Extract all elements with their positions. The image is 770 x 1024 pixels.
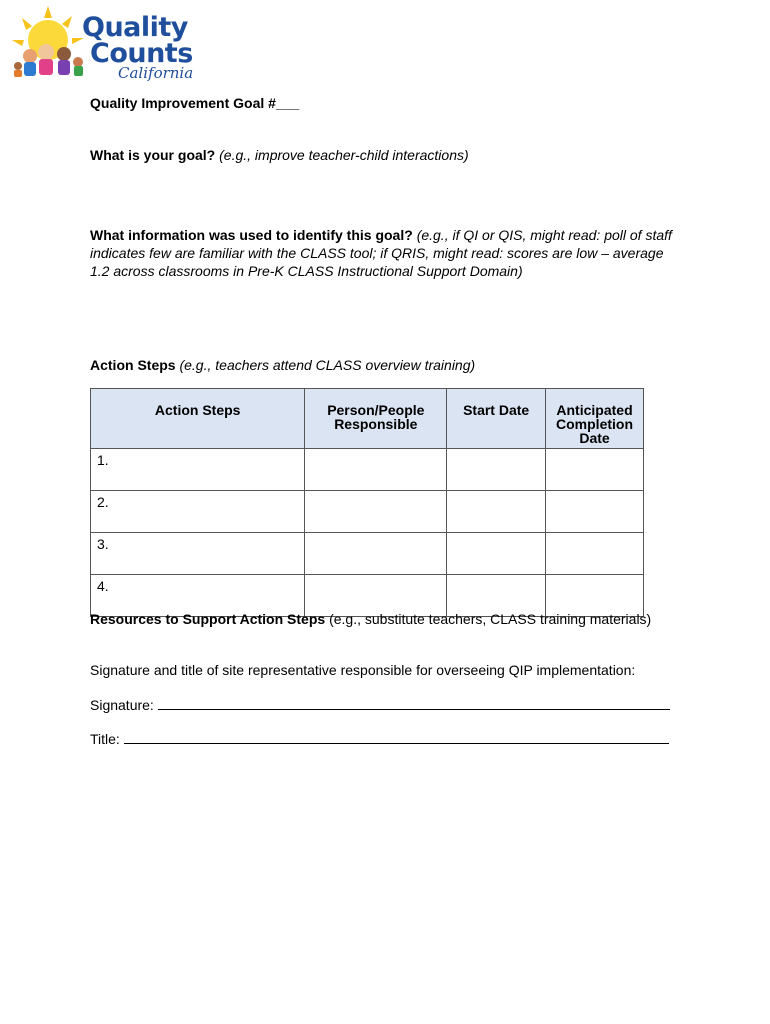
completion-date-cell[interactable] [546, 491, 644, 533]
information-question [90, 226, 680, 280]
start-date-cell[interactable] [447, 449, 546, 491]
signature-label: Signature: [90, 697, 154, 713]
information-question-example: (e.g., if QI or QIS, might read: poll of staff indicates few are familiar with the CLASS tool; if QRIS, might read: scores are low – average 1.2 across classrooms in Pre-K CLASS Instructional Support Domain) [90, 227, 672, 279]
action-step-cell[interactable]: 2. [91, 491, 305, 533]
action-step-cell[interactable]: 1. [91, 449, 305, 491]
goal-question [90, 146, 680, 164]
goal-heading: Quality Improvement Goal #___ [90, 95, 300, 111]
title-label: Title: [90, 731, 120, 747]
person-responsible-cell[interactable] [305, 491, 447, 533]
person-responsible-cell[interactable] [305, 533, 447, 575]
completion-date-cell[interactable] [546, 449, 644, 491]
completion-date-cell[interactable] [546, 533, 644, 575]
start-date-cell[interactable] [447, 533, 546, 575]
table-row [91, 491, 644, 533]
resources-text [90, 610, 680, 628]
start-date-cell[interactable] [447, 491, 546, 533]
resources-example: (e.g., substitute teachers, CLASS training materials) [329, 611, 652, 627]
column-header-start-date: Start Date [447, 389, 546, 449]
table-row [91, 449, 644, 491]
action-steps-heading [90, 356, 680, 374]
action-steps-table [90, 388, 644, 617]
resources-label: Resources to Support Action Steps [90, 611, 326, 627]
person-responsible-cell[interactable] [305, 449, 447, 491]
logo-word-counts: Counts [90, 38, 193, 69]
action-steps-label: Action Steps [90, 357, 176, 373]
quality-counts-california-logo [10, 4, 200, 86]
sun-children-icon [10, 4, 90, 86]
goal-question-label: What is your goal? [90, 147, 216, 163]
goal-question-example: (e.g., improve teacher-child interactions) [219, 147, 469, 163]
signature-field[interactable] [158, 695, 670, 710]
action-steps-example: (e.g., teachers attend CLASS overview training) [179, 357, 476, 373]
column-header-anticipated-completion-date: Anticipated Completion Date [546, 389, 644, 449]
signature-intro: Signature and title of site representative responsible for overseeing QIP implementation: [90, 662, 636, 678]
table-row [91, 533, 644, 575]
column-header-action-steps: Action Steps [91, 389, 305, 449]
title-field[interactable] [124, 729, 669, 744]
table-header-row [91, 389, 644, 449]
action-step-cell[interactable]: 3. [91, 533, 305, 575]
column-header-person-responsible: Person/People Responsible [305, 389, 447, 449]
title-row [90, 729, 680, 748]
logo-word-quality: Quality [82, 12, 188, 43]
action-step-cell[interactable]: 4. [91, 575, 305, 617]
logo-word-california: California [118, 64, 194, 82]
signature-row [90, 695, 680, 714]
information-question-label: What information was used to identify this goal? [90, 227, 413, 243]
